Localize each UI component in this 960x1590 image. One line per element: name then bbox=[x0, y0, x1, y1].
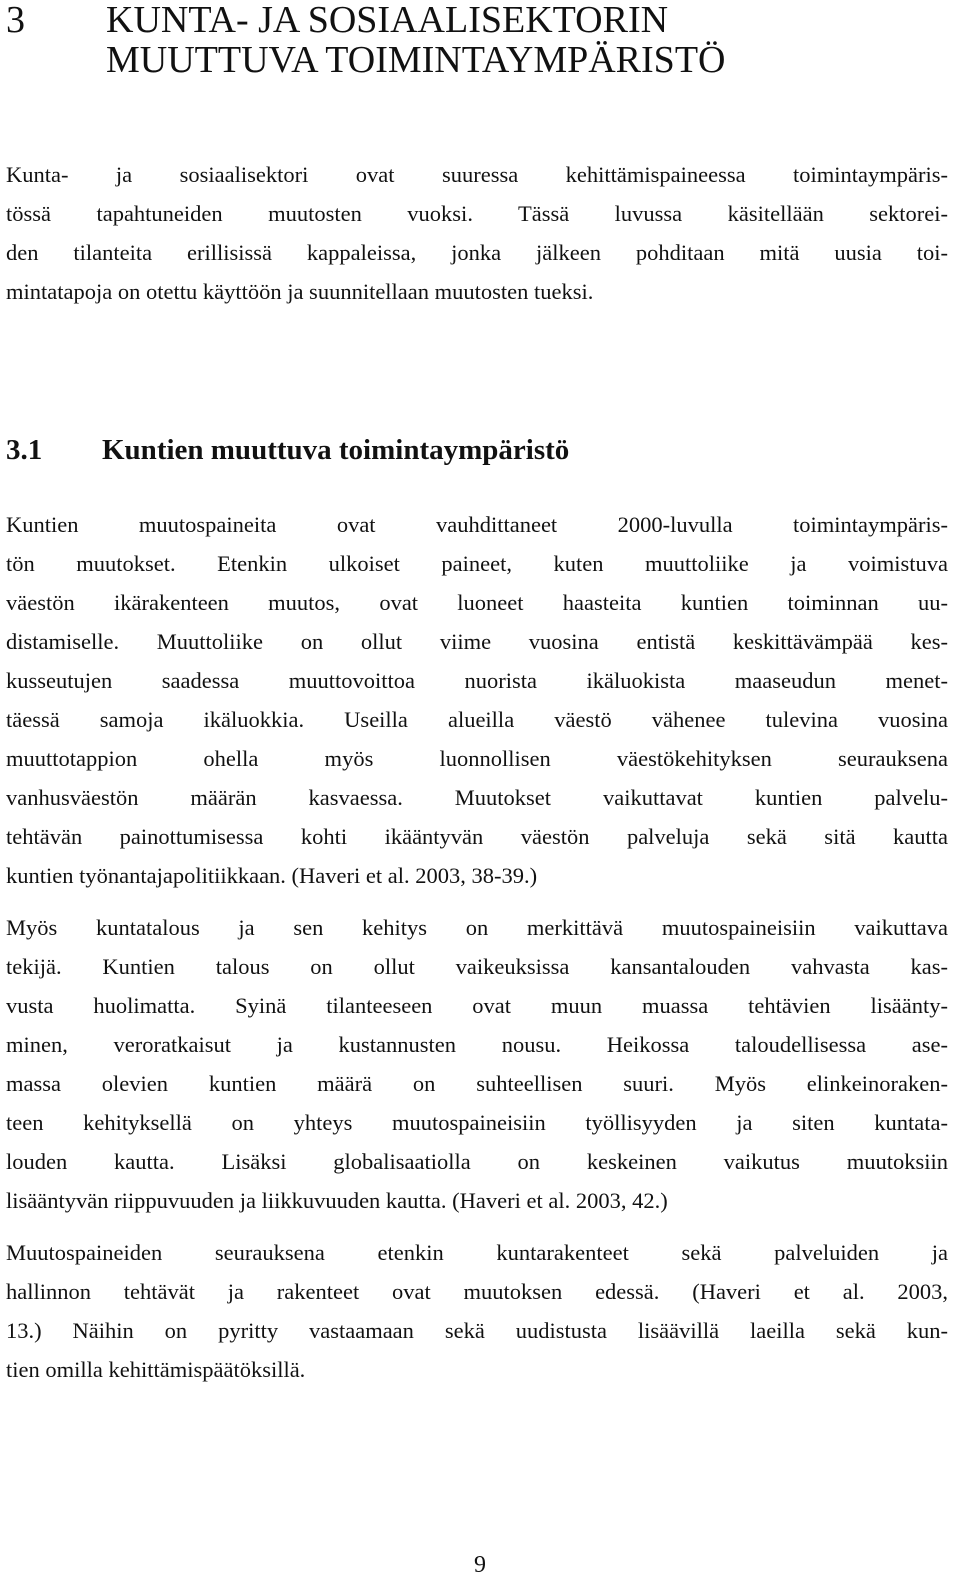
chapter-title bbox=[106, 0, 906, 80]
text-line: minen, veroratkaisut ja kustannusten nousu. Heikossa taloudellisessa ase- bbox=[6, 1032, 948, 1057]
section-title: Kuntien muuttuva toimintaympäristö bbox=[102, 434, 570, 466]
text-line: louden kautta. Lisäksi globalisaatiolla on keskeinen vaikutus muutoksiin bbox=[6, 1149, 948, 1174]
text-line: mintatapoja on otettu käyttöön ja suunnitellaan muutosten tueksi. bbox=[6, 279, 594, 304]
text-line: Myös kuntatalous ja sen kehitys on merkittävä muutospaineisiin vaikuttava bbox=[6, 915, 948, 940]
text-line: teen kehityksellä on yhteys muutospaineisiin työllisyyden ja siten kuntata- bbox=[6, 1110, 948, 1135]
text-line: vanhusväestön määrän kasvaessa. Muutokset vaikuttavat kuntien palvelu- bbox=[6, 785, 948, 810]
text-line: Muutospaineiden seurauksena etenkin kuntarakenteet sekä palveluiden ja bbox=[6, 1240, 948, 1265]
text-line: kusseutujen saadessa muuttovoittoa nuorista ikäluokista maaseudun menet- bbox=[6, 668, 948, 693]
text-line: hallinnon tehtävät ja rakenteet ovat muutoksen edessä. (Haveri et al. 2003, bbox=[6, 1279, 948, 1304]
body-paragraph-1 bbox=[6, 505, 948, 895]
intro-paragraph bbox=[6, 155, 948, 311]
text-line: massa olevien kuntien määrä on suhteellisen suuri. Myös elinkeinoraken- bbox=[6, 1071, 948, 1096]
text-line: 13.) Näihin on pyritty vastaamaan sekä uudistusta lisäävillä laeilla sekä kun- bbox=[6, 1318, 948, 1343]
text-line: lisääntyvän riippuvuuden ja liikkuvuuden kautta. (Haveri et al. 2003, 42.) bbox=[6, 1188, 668, 1213]
text-line: kuntien työnantajapolitiikkaan. (Haveri et al. 2003, 38-39.) bbox=[6, 863, 538, 888]
chapter-number: 3 bbox=[6, 0, 25, 41]
text-line: tehtävän painottumisessa kohti ikääntyvän väestön palveluja sekä sitä kautta bbox=[6, 824, 948, 849]
text-line: tön muutokset. Etenkin ulkoiset paineet, kuten muuttoliike ja voimistuva bbox=[6, 551, 948, 576]
chapter-title-line-1: KUNTA- JA SOSIAALISEKTORIN bbox=[106, 0, 669, 41]
text-line: täessä samoja ikäluokkia. Useilla alueilla väestö vähenee tulevina vuosina bbox=[6, 707, 948, 732]
text-line: tössä tapahtuneiden muutosten vuoksi. Tässä luvussa käsitellään sektorei- bbox=[6, 201, 948, 226]
text-line: tekijä. Kuntien talous on ollut vaikeuksissa kansantalouden vahvasta kas- bbox=[6, 954, 948, 979]
page-number: 9 bbox=[474, 1552, 486, 1578]
text-line: väestön ikärakenteen muutos, ovat luoneet haasteita kuntien toiminnan uu- bbox=[6, 590, 948, 615]
body-paragraph-2 bbox=[6, 908, 948, 1220]
text-line: distamiselle. Muuttoliike on ollut viime vuosina entistä keskittävämpää kes- bbox=[6, 629, 948, 654]
section-number: 3.1 bbox=[6, 434, 43, 466]
chapter-title-line-2: MUUTTUVA TOIMINTAYMPÄRISTÖ bbox=[106, 39, 726, 81]
text-line: muuttotappion ohella myös luonnollisen väestökehityksen seurauksena bbox=[6, 746, 948, 771]
section-heading bbox=[6, 432, 569, 468]
body-paragraph-3 bbox=[6, 1233, 948, 1389]
text-line: tien omilla kehittämispäätöksillä. bbox=[6, 1357, 306, 1382]
chapter-heading bbox=[6, 0, 946, 80]
text-line: vusta huolimatta. Syinä tilanteeseen ovat muun muassa tehtävien lisäänty- bbox=[6, 993, 948, 1018]
text-line: den tilanteita erillisissä kappaleissa, jonka jälkeen pohditaan mitä uusia toi- bbox=[6, 240, 948, 265]
text-line: Kunta- ja sosiaalisektori ovat suuressa kehittämispaineessa toimintaympäris- bbox=[6, 162, 948, 187]
text-line: Kuntien muutospaineita ovat vauhdittaneet 2000-luvulla toimintaympäris- bbox=[6, 512, 948, 537]
